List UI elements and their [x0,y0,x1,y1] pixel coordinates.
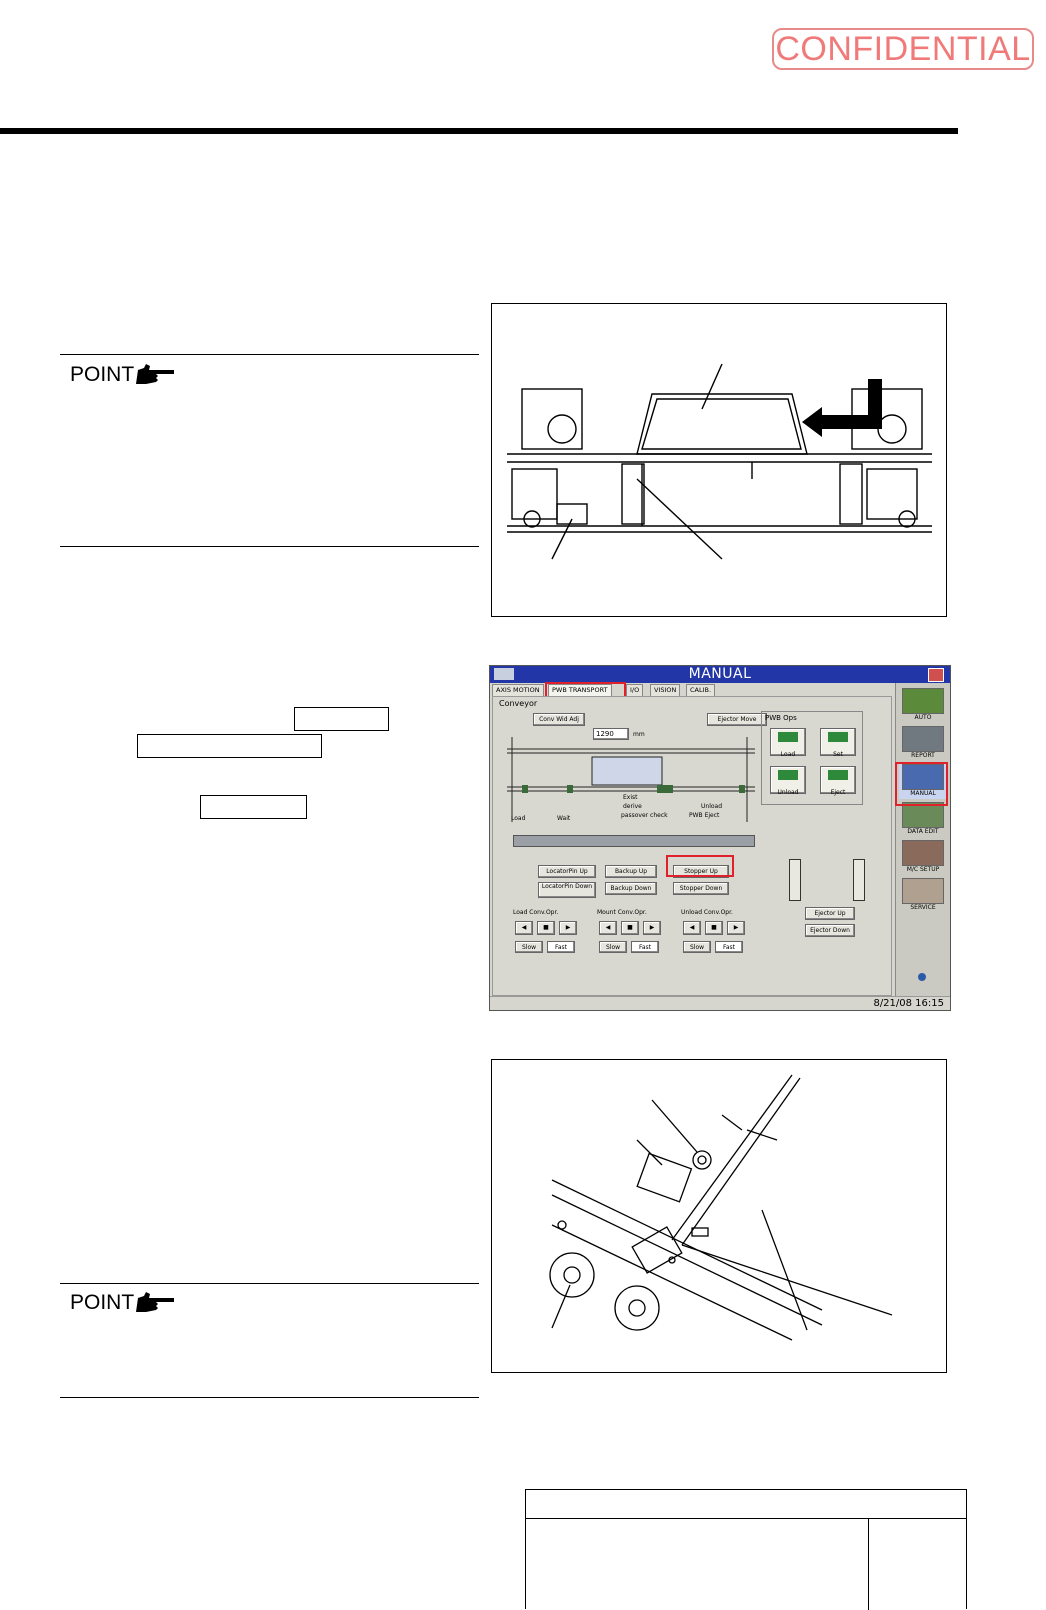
keycap-box-2 [137,734,322,758]
sensor-derive-label: derive [623,803,642,810]
backup-down-button[interactable]: Backup Down [605,882,657,895]
mc-setup-icon [902,840,944,866]
load-conv-group [513,909,585,959]
locator-pin-up-button[interactable]: LocatorPin Up [538,865,596,878]
mount-conv-reverse-button[interactable]: ◀ [599,921,617,935]
width-unit: mm [633,731,645,738]
revision-table [525,1489,967,1609]
confidential-stamp: CONFIDENTIAL [772,28,1034,70]
side-item-report[interactable] [899,725,947,761]
point2-heading [70,1290,176,1316]
load-conv-stop-button[interactable]: ■ [537,921,555,935]
tab-vision[interactable]: VISION [650,684,680,696]
side-item-service[interactable] [899,877,947,913]
load-conv-fast-button[interactable]: Fast [547,941,575,953]
load-conv-slow-button[interactable]: Slow [515,941,543,953]
tab-calib[interactable]: CALIB. [686,684,715,696]
status-bar [490,996,950,1011]
conveyor-panel [492,696,892,996]
screen-title: MANUAL [688,666,752,682]
stopper-up-highlight [666,855,734,877]
point-bottom-rule [60,546,479,547]
ejector-cylinder-left [789,859,801,901]
locator-pin-down-button[interactable]: LocatorPin Down [538,882,596,898]
side-item-auto[interactable] [899,687,947,723]
header-rule [0,128,958,134]
service-icon [902,878,944,904]
auto-icon [902,688,944,714]
point-heading [70,362,176,388]
tab-axis-motion[interactable]: AXIS MOTION [492,684,544,696]
side-item-service-label: SERVICE [910,904,936,911]
unload-arrow-icon [778,770,798,780]
keycap-box-3 [200,795,307,819]
pointing-hand-icon [134,362,176,388]
mount-conv-stop-button[interactable]: ■ [621,921,639,935]
sensor-pwb-eject-label: PWB Eject [689,812,720,819]
width-value-field[interactable]: 1290 [593,728,629,740]
side-item-report-label: REPORT [911,752,935,759]
side-item-mc-setup[interactable] [899,839,947,875]
side-item-manual-label: MANUAL [910,790,936,797]
screen-titlebar [490,666,950,683]
stopper-up-button[interactable]: Stopper Up [673,865,729,878]
point2-bottom-rule [60,1397,479,1398]
unload-conv-forward-button[interactable]: ▶ [727,921,745,935]
side-item-data-edit[interactable] [899,801,947,837]
tab-io[interactable]: I/O [626,684,643,696]
close-icon[interactable] [928,668,944,682]
unload-conv-stop-button[interactable]: ■ [705,921,723,935]
stopper-figure [491,1059,947,1373]
mount-conv-fast-button[interactable]: Fast [631,941,659,953]
report-icon [902,726,944,752]
sensor-load-label: Load [511,815,526,822]
load-conv-reverse-button[interactable]: ◀ [515,921,533,935]
unload-conv-reverse-button[interactable]: ◀ [683,921,701,935]
mount-conv-slow-button[interactable]: Slow [599,941,627,953]
side-item-auto-label: AUTO [914,714,932,721]
sensor-unload-label: Unload [701,803,723,810]
side-menu [895,683,951,996]
unload-conv-title: Unload Conv.Opr. [681,909,733,916]
eject-arrow-icon [828,770,848,780]
manual-screen [489,665,951,1011]
sensor-exist-label: Exist [623,794,638,801]
pointing-hand-icon [134,1290,176,1316]
status-datetime: 8/21/08 16:15 [873,998,944,1009]
conveyor-figure [491,303,947,617]
unload-conv-fast-button[interactable]: Fast [715,941,743,953]
unload-conv-group [681,909,753,959]
pwb-ops-group [761,711,863,805]
mount-conv-forward-button[interactable]: ▶ [643,921,661,935]
side-item-data-edit-label: DATA EDIT [907,828,939,835]
keycap-box-1 [294,707,389,731]
section-label: Conveyor [499,699,538,708]
manual-highlight [895,762,948,806]
mount-conv-title: Mount Conv.Opr. [597,909,647,916]
stopper-line-drawing [492,1060,946,1372]
ejector-down-button[interactable]: Ejector Down [805,924,855,937]
point2-top-rule [60,1283,479,1284]
globe-icon[interactable] [918,973,926,981]
point2-label: POINT [70,1291,135,1314]
unload-conv-slow-button[interactable]: Slow [683,941,711,953]
backup-up-button[interactable]: Backup Up [605,865,657,878]
ejector-move-button[interactable]: Ejector Move [707,713,767,726]
lower-rail [513,835,755,847]
tab-pwb-transport[interactable]: PWB TRANSPORT [548,684,612,696]
load-conv-title: Load Conv.Opr. [513,909,559,916]
conv-width-adj-button[interactable]: Conv Wid Adj [533,713,585,726]
ejector-up-button[interactable]: Ejector Up [805,907,855,920]
table-col-divider [868,1518,869,1610]
load-arrow-icon [778,732,798,742]
unload-button[interactable]: Unload [770,766,806,794]
sensor-wait-label: Wait [557,815,571,822]
side-item-mc-setup-label: M/C SETUP [906,866,940,873]
table-row-divider [526,1518,966,1519]
conveyor-line-drawing [492,304,946,616]
sensor-passover-label: passover check [621,812,668,819]
eject-button[interactable]: Eject [820,766,856,794]
point-label: POINT [70,363,135,386]
stopper-down-button[interactable]: Stopper Down [673,882,729,895]
point-top-rule [60,354,479,355]
pwb-ops-title: PWB Ops [765,714,797,722]
set-button[interactable]: Set [820,728,856,756]
ejector-cylinder-right [853,859,865,901]
set-arrow-icon [828,732,848,742]
load-conv-forward-button[interactable]: ▶ [559,921,577,935]
load-button[interactable]: Load [770,728,806,756]
mount-conv-group [597,909,669,959]
